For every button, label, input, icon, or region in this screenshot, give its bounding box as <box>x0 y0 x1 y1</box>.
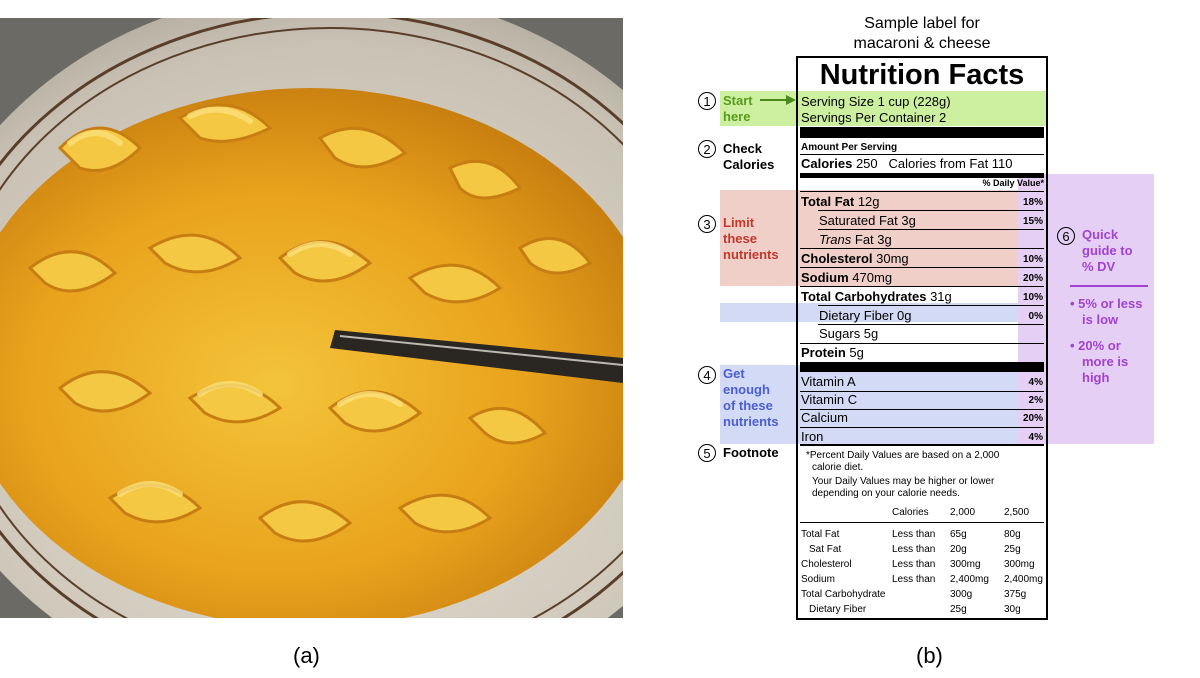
note-line: guide to <box>1082 243 1133 258</box>
nutrient-pct: 20% <box>1022 273 1043 284</box>
rule <box>818 305 1044 306</box>
nutrient-pct: 18% <box>1022 197 1043 208</box>
note-line: enough <box>723 382 770 397</box>
note-line: Calories <box>723 157 775 172</box>
divider <box>1070 285 1148 287</box>
macaroni-photo <box>0 18 623 618</box>
note-line: more is <box>1082 354 1129 369</box>
daily-value-header: % Daily Value* <box>982 178 1044 188</box>
table-cell: 300mg <box>1004 559 1035 570</box>
vitamin-pct: 4% <box>1028 432 1043 443</box>
table-header-calories: Calories <box>892 507 929 518</box>
nutrient-row-cholesterol <box>801 251 1046 266</box>
nutrient-pct: 0% <box>1028 311 1043 322</box>
step-number-4: 4 <box>698 366 716 384</box>
rule <box>818 210 1044 211</box>
nutrient-row-sodium <box>801 270 1046 285</box>
rule <box>800 248 1044 249</box>
note-line: high <box>1082 370 1110 385</box>
vitamin-row-c: Vitamin C <box>801 392 858 407</box>
table-cell: 80g <box>1004 529 1021 540</box>
nutrient-row-trans-fat <box>819 232 1046 247</box>
nutrient-row-carbohydrates <box>801 289 1046 304</box>
table-cell: 300mg <box>950 559 981 570</box>
start-here-note <box>723 93 753 125</box>
nutrient-value: 31g <box>930 289 952 304</box>
get-enough-note <box>723 366 779 430</box>
nutrient-pct: 15% <box>1022 216 1043 227</box>
table-cell: Total Carbohydrate <box>801 589 886 600</box>
table-header-2000: 2,000 <box>950 507 976 518</box>
table-cell: 2,400mg <box>950 574 989 585</box>
table-cell: 2,400mg <box>1004 574 1043 585</box>
label-title <box>796 14 1048 54</box>
note-line: Limit <box>723 215 755 230</box>
note-line: of these <box>723 398 773 413</box>
rule <box>800 286 1044 287</box>
macaroni-image <box>0 18 623 618</box>
check-calories-note <box>723 141 774 173</box>
high-dv-note <box>1070 338 1128 386</box>
nutrient-row-dietary-fiber: Dietary Fiber 0g <box>819 308 912 323</box>
note-line: Check <box>723 141 763 156</box>
trans-rest: Fat 3g <box>851 232 892 247</box>
footnote-line-2: calorie diet. <box>812 462 864 473</box>
rule <box>800 444 1044 446</box>
vitamin-row-a: Vitamin A <box>801 374 856 389</box>
rule <box>800 343 1044 344</box>
nutrient-label: Total Carbohydrates <box>801 289 927 304</box>
step-number-6: 6 <box>1057 227 1075 245</box>
servings-per-container: Servings Per Container 2 <box>801 110 947 125</box>
rule <box>800 267 1044 268</box>
nutrient-pct: 10% <box>1022 254 1043 265</box>
footnote-line-4: depending on your calorie needs. <box>812 488 960 499</box>
nutrient-row-protein <box>801 345 1046 360</box>
limit-nutrients-note <box>723 215 779 263</box>
label-title-line-2: macaroni & cheese <box>853 35 991 52</box>
vitamin-row-calcium: Calcium <box>801 410 848 425</box>
table-cell: 300g <box>950 589 973 600</box>
serving-size: Serving Size 1 cup (228g) <box>801 94 951 109</box>
note-line: nutrients <box>723 247 779 262</box>
table-cell: Sodium <box>801 574 835 585</box>
table-cell: Cholesterol <box>801 559 852 570</box>
note-line: here <box>723 109 751 124</box>
calories-value: 250 <box>855 156 878 171</box>
nutrient-label: Protein <box>801 345 846 360</box>
thick-rule-3 <box>800 362 1044 372</box>
quick-guide-note <box>1082 227 1133 275</box>
rule <box>818 324 1044 325</box>
nutrient-row-sugars: Sugars 5g <box>819 326 879 341</box>
rule <box>800 427 1044 428</box>
caption-b: (b) <box>916 643 943 668</box>
nutrient-value: 12g <box>857 194 880 209</box>
nutrient-value: 30mg <box>876 251 909 266</box>
note-line: • 5% or less <box>1070 296 1143 311</box>
table-cell: Total Fat <box>801 529 840 540</box>
table-cell: 25g <box>1004 544 1021 555</box>
step-number-2: 2 <box>698 140 716 158</box>
table-cell: Dietary Fiber <box>809 604 867 615</box>
nutrient-row-total-fat <box>801 194 1046 209</box>
note-line: Get <box>723 366 745 381</box>
note-line: Quick <box>1082 227 1119 242</box>
vitamin-pct: 4% <box>1028 377 1043 388</box>
nutrient-label: Total Fat <box>801 194 855 209</box>
caption-a: (a) <box>293 643 320 668</box>
table-cell: Less than <box>892 529 936 540</box>
label-heading: Nutrition Facts <box>819 59 1025 91</box>
rule <box>800 154 1044 155</box>
table-cell: Less than <box>892 544 936 555</box>
step-number-3: 3 <box>698 215 716 233</box>
vitamin-row-iron: Iron <box>801 429 824 444</box>
rule <box>800 522 1044 523</box>
calories-from-fat: Calories from Fat 110 <box>888 156 1013 171</box>
low-dv-note <box>1070 296 1142 328</box>
note-line: % DV <box>1082 259 1116 274</box>
table-header-2500: 2,500 <box>1004 507 1030 518</box>
table-cell: 20g <box>950 544 967 555</box>
footnote-line-1: *Percent Daily Values are based on a 2,000 <box>806 450 1000 461</box>
note-line: • 20% or <box>1070 338 1121 353</box>
step-number-1: 1 <box>698 92 716 110</box>
amount-per-serving: Amount Per Serving <box>801 142 898 153</box>
arrow-right-icon <box>758 94 798 106</box>
vitamin-pct: 20% <box>1022 413 1043 424</box>
table-cell: Sat Fat <box>809 544 842 555</box>
nutrient-pct: 10% <box>1022 292 1043 303</box>
nutrition-facts-label <box>796 56 1048 620</box>
nutrient-value: 470mg <box>852 270 893 285</box>
label-title-line-1: Sample label for <box>864 15 980 32</box>
table-cell: Less than <box>892 574 936 585</box>
note-line: is low <box>1082 312 1119 327</box>
vitamin-pct: 2% <box>1028 395 1043 406</box>
nutrient-label: Cholesterol <box>801 251 873 266</box>
table-cell: Less than <box>892 559 936 570</box>
table-cell: 375g <box>1004 589 1027 600</box>
note-line: these <box>723 231 757 246</box>
nutrient-value: 5g <box>849 345 864 360</box>
table-cell: 25g <box>950 604 967 615</box>
trans-italic: Trans <box>819 232 852 247</box>
rule <box>800 191 1044 192</box>
table-cell: 65g <box>950 529 967 540</box>
note-line: Start <box>723 93 753 108</box>
footnote-note: Footnote <box>723 445 779 460</box>
thick-rule-1 <box>800 127 1044 138</box>
calories-label: Calories <box>801 156 853 171</box>
rule <box>818 229 1044 230</box>
calories-row <box>801 156 1046 171</box>
footnote-line-3: Your Daily Values may be higher or lower <box>812 476 995 487</box>
step-number-5: 5 <box>698 444 716 462</box>
nutrient-label: Sodium <box>801 270 849 285</box>
table-cell: 30g <box>1004 604 1021 615</box>
note-line: nutrients <box>723 414 779 429</box>
nutrient-row-saturated-fat: Saturated Fat 3g <box>819 213 916 228</box>
